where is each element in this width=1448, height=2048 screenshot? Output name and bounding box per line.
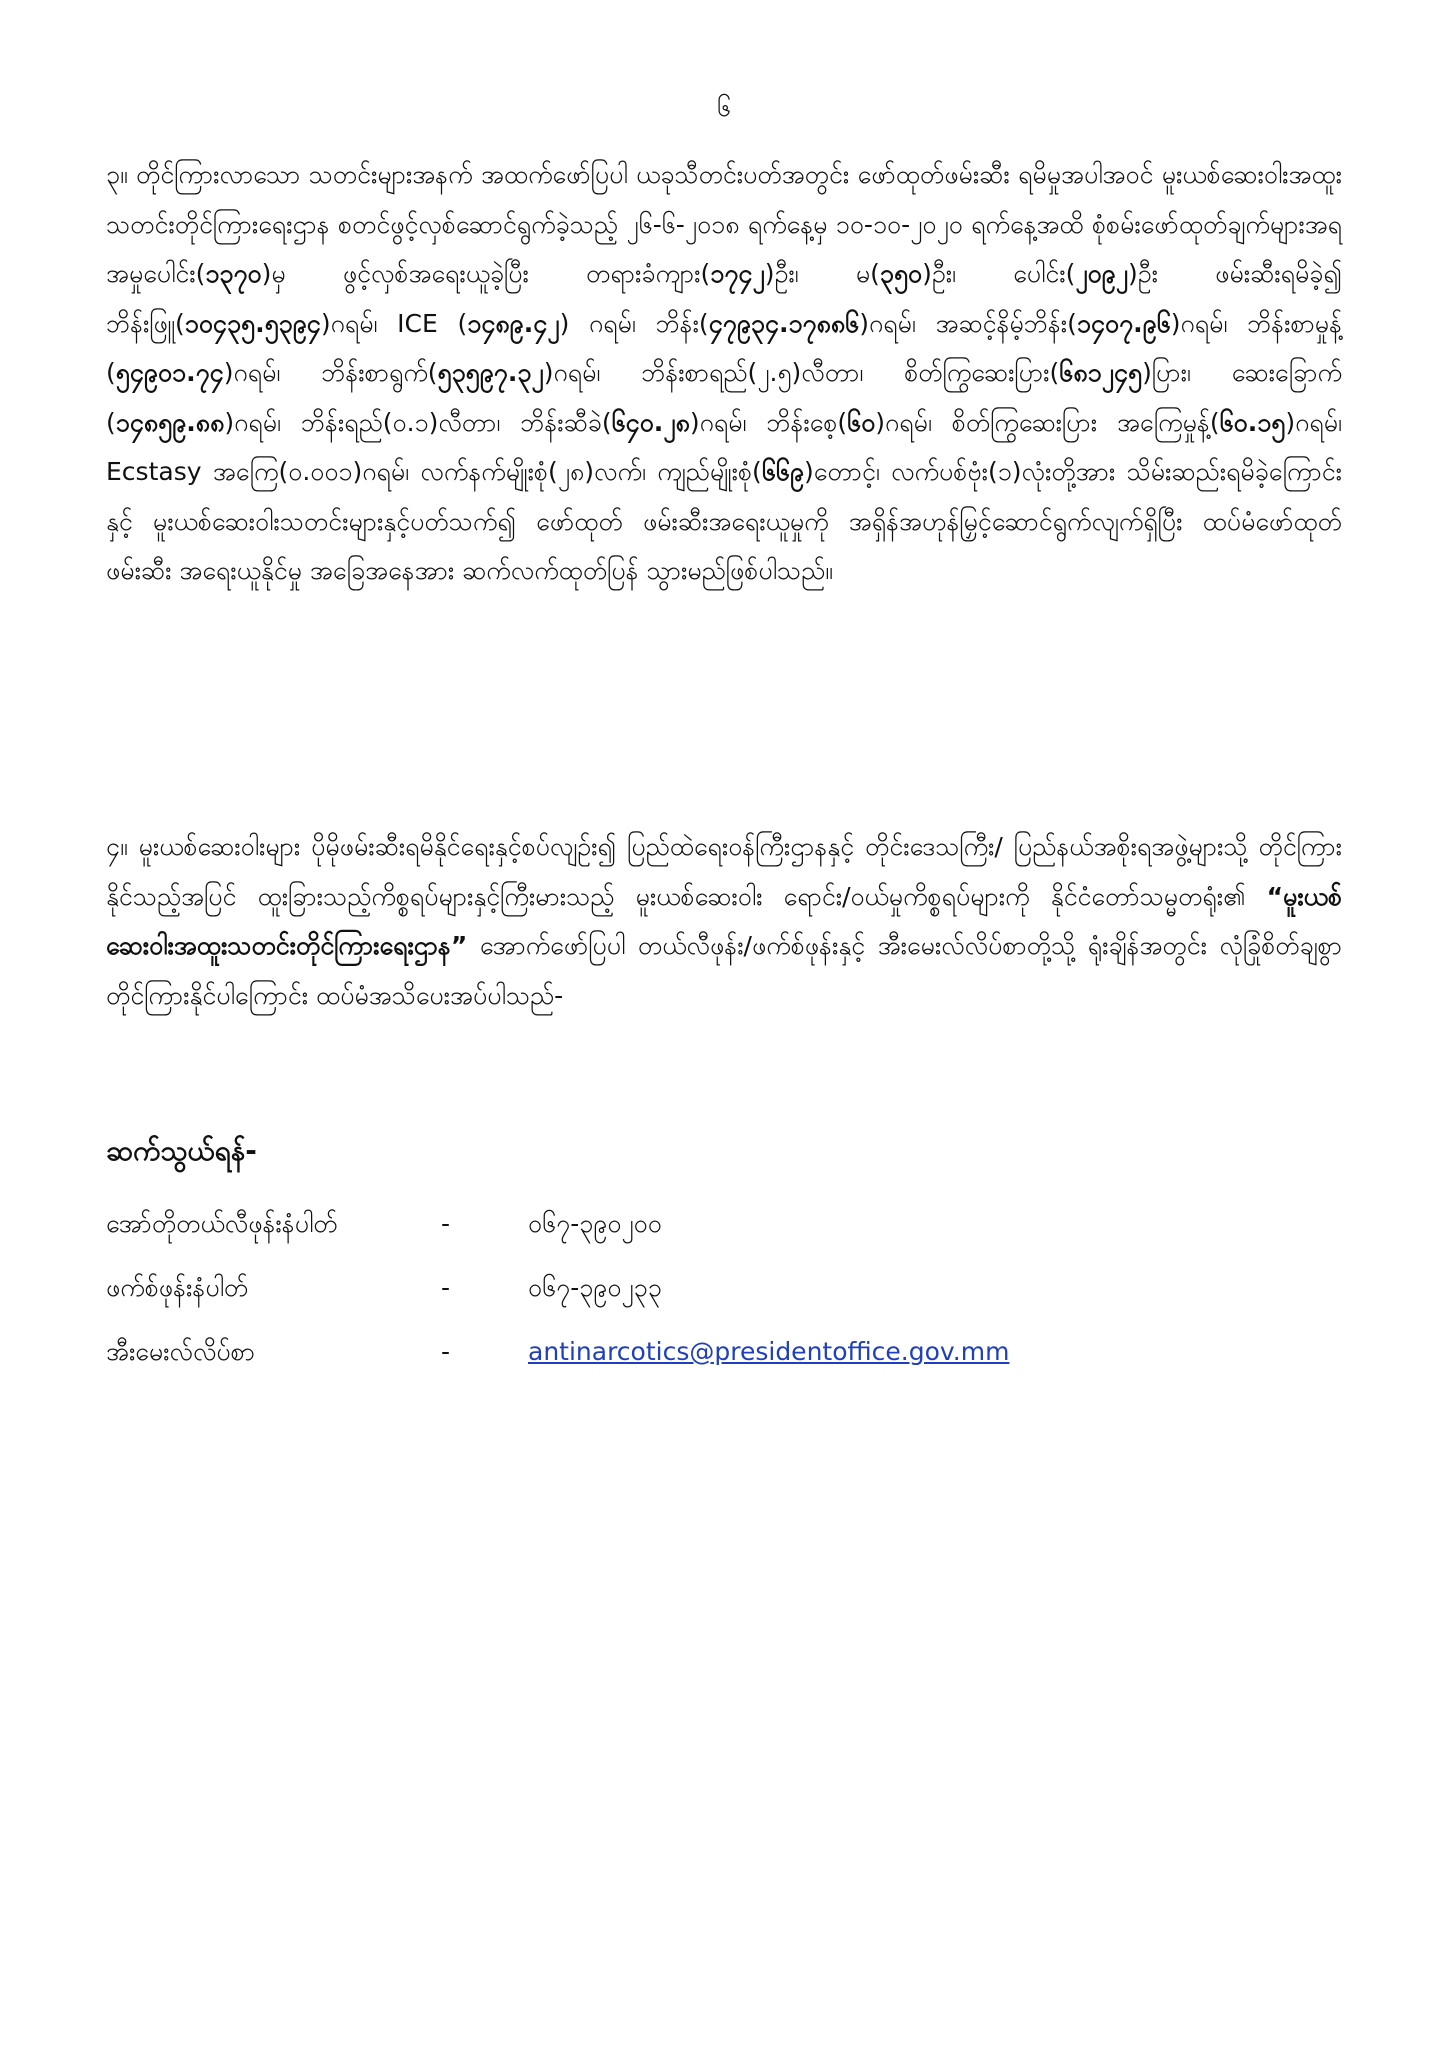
- para3-text-8: )ဂရမ်၊ အဆင့်နိမ့်ဘိန်း(: [859, 308, 1077, 338]
- para3-text-4: )ဦး၊ ပေါင်း(: [922, 259, 1076, 288]
- case-count: ၁၃၇၀: [205, 259, 262, 288]
- para3-text-6: )ဂရမ်၊ ICE (: [320, 308, 468, 338]
- email-link[interactable]: antinarcotics@presidentoffice.gov.mm: [528, 1337, 1010, 1366]
- fax-value: ၀၆၇-၃၉၀၂၃၃: [528, 1273, 662, 1302]
- low-grade-opium-grams: ၁၄၀၇.၉၆: [1076, 308, 1171, 338]
- heroin-grams: ၁၀၄၃၅.၅၃၉၄: [184, 308, 321, 338]
- para3-text-5: )ဦး ဖမ်းဆီးရမိခဲ့၍ ဘိန်းဖြူ(: [106, 259, 1343, 338]
- para3-text-1: ၃။ တိုင်ကြားလာသော သတင်းများအနက် အထက်ဖော်ပြပါ ယခုသီတင်းပတ်အတွင်း ဖော်ထုတ်ဖမ်းဆီး ရမိမှုအပါအဝင် မူးယစ်ဆေးဝါးအထူးသတင်းတိုင်ကြားရေးဌာန စတင်ဖွင့်လှစ်ဆောင်ရွက်ခဲ့သည့် ၂၆-၆-၂၀၁၈ ရက်နေ့မှ ၁၀-၁၀-၂၀၂၀ ရက်နေ့အထိ စုံစမ်းဖော်ထုတ်ချက်များအရ အမှုပေါင်း(: [106, 160, 1342, 288]
- total-suspects: ၂၀၉၂: [1075, 259, 1129, 288]
- para3-text-7: ) ဂရမ်၊ ဘိန်း(: [559, 308, 709, 338]
- para3-text-15: )ဂရမ်၊ စိတ်ကြွဆေးပြား အကြေမှုန့်(: [875, 407, 1220, 437]
- phone-dash: -: [441, 1209, 451, 1238]
- para3-text-2: )မှ ဖွင့်လှစ်အရေးယူခဲ့ပြီး တရားခံကျား(: [261, 259, 711, 288]
- opium-grams: ၄၇၉၃၄.၁၇၈၈၆: [708, 308, 860, 338]
- male-suspects: ၁၇၄၂: [710, 259, 765, 288]
- paragraph-3: [106, 150, 1342, 596]
- paragraph-4: [106, 822, 1342, 1020]
- opium-leaf-grams: ၅၃၅၉၇.၃၂: [437, 358, 544, 387]
- department-name: “မူးယစ်ဆေးဝါးအထူးသတင်းတိုင်ကြားရေးဌာန”: [106, 881, 1342, 960]
- contact-heading: ဆက်သွယ်ရန်-: [106, 1134, 257, 1167]
- email-label: အီးမေးလ်လိပ်စာ: [106, 1337, 255, 1366]
- marijuana-grams: ၁၄၈၅၉.၈၈: [115, 407, 225, 437]
- para3-text-9: )ဂရမ်၊ ဘိန်းစာမှုန့် (: [106, 308, 1343, 387]
- contact-row-phone: [106, 1200, 1342, 1248]
- stimulant-tablets: ၆၈၁၂၄၅: [1059, 358, 1143, 387]
- fax-dash: -: [441, 1273, 451, 1302]
- para3-text-13: )ဂရမ်၊ ဘိန်းရည်(၀.၁)လီတာ၊ ဘိန်းဆီခဲ(: [224, 407, 612, 437]
- poppy-seed-grams: ၆၀: [847, 407, 876, 437]
- para3-text-11: )ဂရမ်၊ ဘိန်းစာရည်(၂.၅)လီတာ၊ စိတ်ကြွဆေးပြား(: [543, 358, 1060, 387]
- contact-row-fax: [106, 1264, 1342, 1312]
- ammunition-rounds: ၆၆၉: [761, 457, 805, 486]
- para3-text-10: )ဂရမ်၊ ဘိန်းစာရွက်(: [223, 358, 438, 387]
- para4-text-2: အောက်ဖော်ပြပါ တယ်လီဖုန်း/ဖက်စ်ဖုန်းနှင့် အီးမေးလ်လိပ်စာတို့သို့ ရုံးချိန်အတွင်း လုံခြုံစိတ်ချစွာ တိုင်ကြားနိုင်ပါကြောင်း ထပ်မံအသိပေးအပ်ပါသည်-: [106, 931, 1342, 1010]
- stimulant-powder-grams: ၆၀.၁၅: [1219, 407, 1286, 437]
- para3-text-12: )ပြား၊ ဆေးခြောက် (: [106, 358, 1342, 437]
- opium-powder-grams: ၅၄၉၀၁.၇၄: [115, 358, 224, 387]
- phone-label: အော်တိုတယ်လီဖုန်းနံပါတ်: [106, 1209, 338, 1238]
- ice-grams: ၁၄၈၉.၄၂: [467, 308, 560, 338]
- para3-text-3: )ဦး၊ မ(: [764, 259, 880, 288]
- phone-value: ၀၆၇-၃၉၀၂၀၀: [528, 1209, 662, 1238]
- opium-oil-grams: ၆၄၀.၂၈: [611, 407, 690, 437]
- para3-text-16: )ဂရမ်၊ Ecstasy အကြေ(၀.၀၀၁)ဂရမ်၊ လက်နက်မျိုးစုံ(၂၈)လက်၊ ကျည်မျိုးစုံ(: [106, 407, 1342, 486]
- para4-text-1: ၄။ မူးယစ်ဆေးဝါးများ ပိုမိုဖမ်းဆီးရမိနိုင်ရေးနှင့်စပ်လျဉ်း၍ ပြည်ထဲရေးဝန်ကြီးဌာနနှင့် တိုင်းဒေသကြီး/ ပြည်နယ်အစိုးရအဖွဲ့များသို့ တိုင်ကြားနိုင်သည့်အပြင် ထူးခြားသည့်ကိစ္စရပ်များနှင့်ကြီးမားသည့် မူးယစ်ဆေးဝါး ရောင်း/ဝယ်မှုကိစ္စရပ်များကို နိုင်ငံတော်သမ္မတရုံး၏: [106, 832, 1342, 911]
- para3-text-17: )တောင့်၊ လက်ပစ်ဗုံး(၁)လုံးတို့အား သိမ်းဆည်းရမိခဲ့ကြောင်းနှင့် မူးယစ်ဆေးဝါးသတင်းများနှင့်ပတ်သက်၍ ဖော်ထုတ် ဖမ်းဆီးအရေးယူမှုကို အရှိန်အဟုန်မြှင့်ဆောင်ရွက်လျက်ရှိပြီး ထပ်မံဖော်ထုတ်ဖမ်းဆီး အရေးယူနိုင်မှု အခြေအနေအား ဆက်လက်ထုတ်ပြန် သွားမည်ဖြစ်ပါသည်။: [106, 457, 1342, 585]
- para3-text-14: )ဂရမ်၊ ဘိန်းစေ့(: [689, 407, 848, 437]
- contact-row-email: [106, 1328, 1342, 1376]
- female-suspects: ၃၅၀: [879, 259, 923, 288]
- fax-label: ဖက်စ်ဖုန်းနံပါတ်: [106, 1273, 249, 1302]
- page-number: ၆: [716, 93, 732, 122]
- email-dash: -: [441, 1337, 451, 1366]
